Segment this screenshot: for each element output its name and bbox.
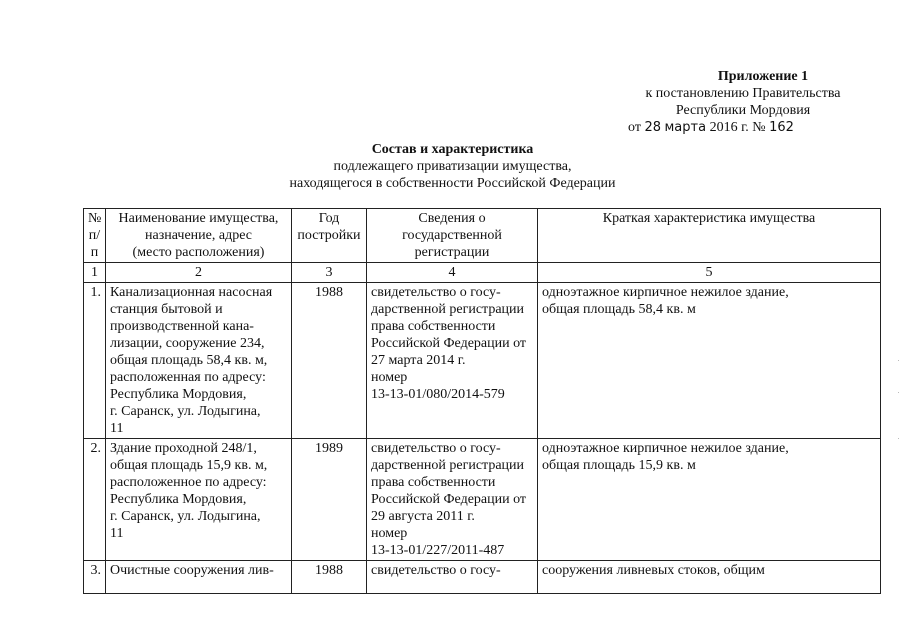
index-cell: 2 xyxy=(106,263,292,283)
row-cert: свидетельство о госу- дарственной регистрации права собственности Российской Федерации от 27 марта 2014 г. номер 13-13-01/080/2014-579 xyxy=(367,283,538,439)
table-row xyxy=(84,439,881,561)
date-prefix: от xyxy=(628,120,641,135)
scan-speck xyxy=(898,392,899,393)
number-sign: № xyxy=(752,120,766,135)
row-characteristic: сооружения ливневых стоков, общим xyxy=(538,561,881,594)
index-cell: 5 xyxy=(538,263,881,283)
heading-line-2: находящегося в собственности Российской Федерации xyxy=(289,176,616,191)
header-cert: Сведения о государственной регистрации xyxy=(367,209,538,263)
header-year: Год постройки xyxy=(292,209,367,263)
row-number: 1. xyxy=(84,283,106,439)
row-year: 1989 xyxy=(292,439,367,561)
row-cert: свидетельство о госу- xyxy=(367,561,538,594)
date-day: 28 xyxy=(644,120,661,135)
row-cert: свидетельство о госу- дарственной регистрации права собственности Российской Федерации от 29 августа 2011 г. номер 13-13-01/227/2011-487 xyxy=(367,439,538,561)
heading-title: Состав и характеристика xyxy=(371,142,534,157)
row-year: 1988 xyxy=(292,561,367,594)
appendix-line-1: к постановлению Правительства xyxy=(645,86,841,101)
appendix-block xyxy=(628,68,858,136)
heading-line-1: подлежащего приватизации имущества, xyxy=(333,159,572,174)
row-number: 3. xyxy=(84,561,106,594)
table-index-row xyxy=(84,263,881,283)
date-year: 2016 г. xyxy=(709,120,749,135)
row-name: Канализационная насосная станция бытовой и производственной кана- лизации, сооружение 234, общая площадь 58,4 кв. м, расположенная по адресу: Республика Мордовия, г. Саранск, ул. Лодыгина, 11 xyxy=(106,283,292,439)
row-name: Очистные сооружения лив- xyxy=(106,561,292,594)
property-table xyxy=(83,208,881,594)
date-month: марта xyxy=(664,120,707,135)
document-heading xyxy=(0,141,905,192)
header-name: Наименование имущества, назначение, адрес (место расположения) xyxy=(106,209,292,263)
table-row xyxy=(84,561,881,594)
row-number: 2. xyxy=(84,439,106,561)
index-cell: 1 xyxy=(84,263,106,283)
table-header-row xyxy=(84,209,881,263)
row-characteristic: одноэтажное кирпичное нежилое здание, общая площадь 58,4 кв. м xyxy=(538,283,881,439)
index-cell: 4 xyxy=(367,263,538,283)
resolution-number: 162 xyxy=(769,120,794,135)
header-num: № п/п xyxy=(84,209,106,263)
appendix-title: Приложение 1 xyxy=(717,69,809,84)
header-char: Краткая характеристика имущества xyxy=(538,209,881,263)
row-name: Здание проходной 248/1, общая площадь 15,9 кв. м, расположенное по адресу: Республика Мордовия, г. Саранск, ул. Лодыгина, 11 xyxy=(106,439,292,561)
row-characteristic: одноэтажное кирпичное нежилое здание, общая площадь 15,9 кв. м xyxy=(538,439,881,561)
index-cell: 3 xyxy=(292,263,367,283)
row-year: 1988 xyxy=(292,283,367,439)
scan-speck xyxy=(898,360,899,361)
appendix-line-2: Республики Мордовия xyxy=(675,103,811,118)
scan-speck xyxy=(898,438,899,439)
appendix-date-line xyxy=(628,119,858,136)
table-row xyxy=(84,283,881,439)
